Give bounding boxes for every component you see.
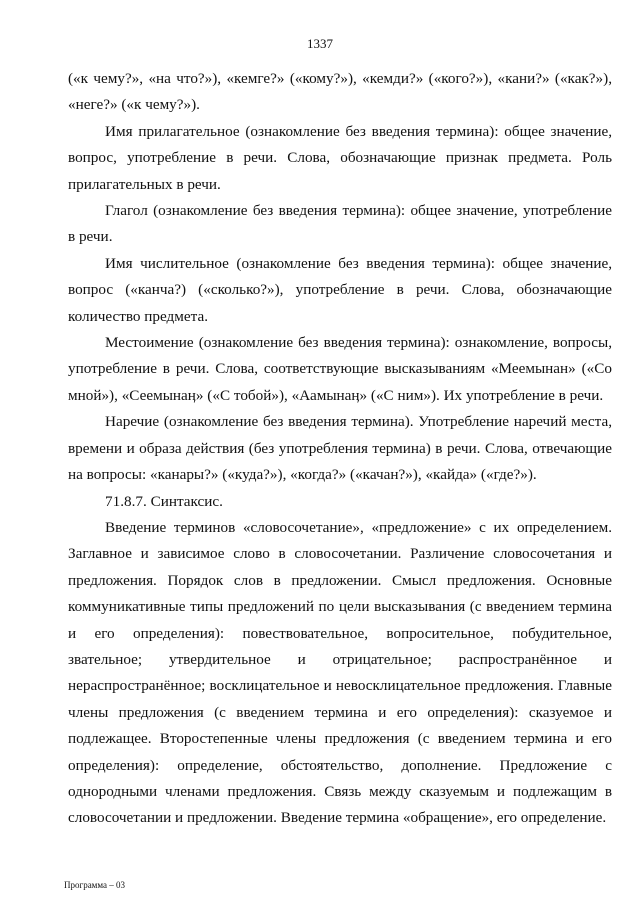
section-heading-syntax: 71.8.7. Синтаксис. bbox=[105, 492, 223, 510]
paragraph-syntax: Введение терминов «словосочетание», «предложение» с их определением. Заглавное и зависимое слово в словосочетании. Различение словосочетания и предложения. Порядок слов в предложении. Смысл предложения. Основные коммуникативные типы предложений по цели высказывания (с введением термина и его определения): повествовательное, вопросительное, побудительное, звательное; утвердительное и отрицательное; распространённое и нераспространённое; восклицательное и невосклицательное предложения. Главные члены предложения (с введением термина и его определения): сказуемое и подлежащее. Второстепенные члены предложения (с введением термина и его определения): определение, обстоятельство, дополнение. Предложение с однородными членами предложения. Связь между сказуемым и подлежащим в словосочетании и предложении. Введение термина «обращение», его определение. bbox=[68, 518, 612, 827]
paragraph-verb: Глагол (ознакомление без введения термина): общее значение, употребление в речи. bbox=[68, 202, 612, 246]
paragraph-case-questions: («к чему?», «на что?»), «кемге?» («кому?»), «кемди?» («кого?»), «кани?» («как?»), «неге?» («к чему?»). bbox=[68, 70, 612, 114]
page-number: 1337 bbox=[307, 36, 333, 51]
body-text bbox=[68, 66, 612, 832]
paragraph-adjective: Имя прилагательное (ознакомление без введения термина): общее значение, вопрос, употребление в речи. Слова, обозначающие признак предмета. Роль прилагательных в речи. bbox=[68, 122, 612, 193]
paragraph-adverb: Наречие (ознакомление без введения термина). Употребление наречий места, времени и образа действия (без употребления термина) в речи. Слова, отвечающие на вопросы: «канары?» («куда?»), «когда?» («качан?»), «кайда» («где?»). bbox=[68, 413, 612, 484]
paragraph-pronoun: Местоимение (ознакомление без введения термина): ознакомление, вопросы, употребление в речи. Слова, соответствующие высказываниям «Меемынан» («Со мной»), «Сеемынаӊ» («С тобой»), «Аамынаӊ» («С ним»). Их употребление в речи. bbox=[68, 334, 612, 404]
footer-label: Программа – 03 bbox=[64, 880, 126, 890]
paragraph-numeral: Имя числительное (ознакомление без введения термина): общее значение, вопрос («канча?) («сколько?»), употребление в речи. Слова, обозначающие количество предмета. bbox=[68, 254, 612, 325]
